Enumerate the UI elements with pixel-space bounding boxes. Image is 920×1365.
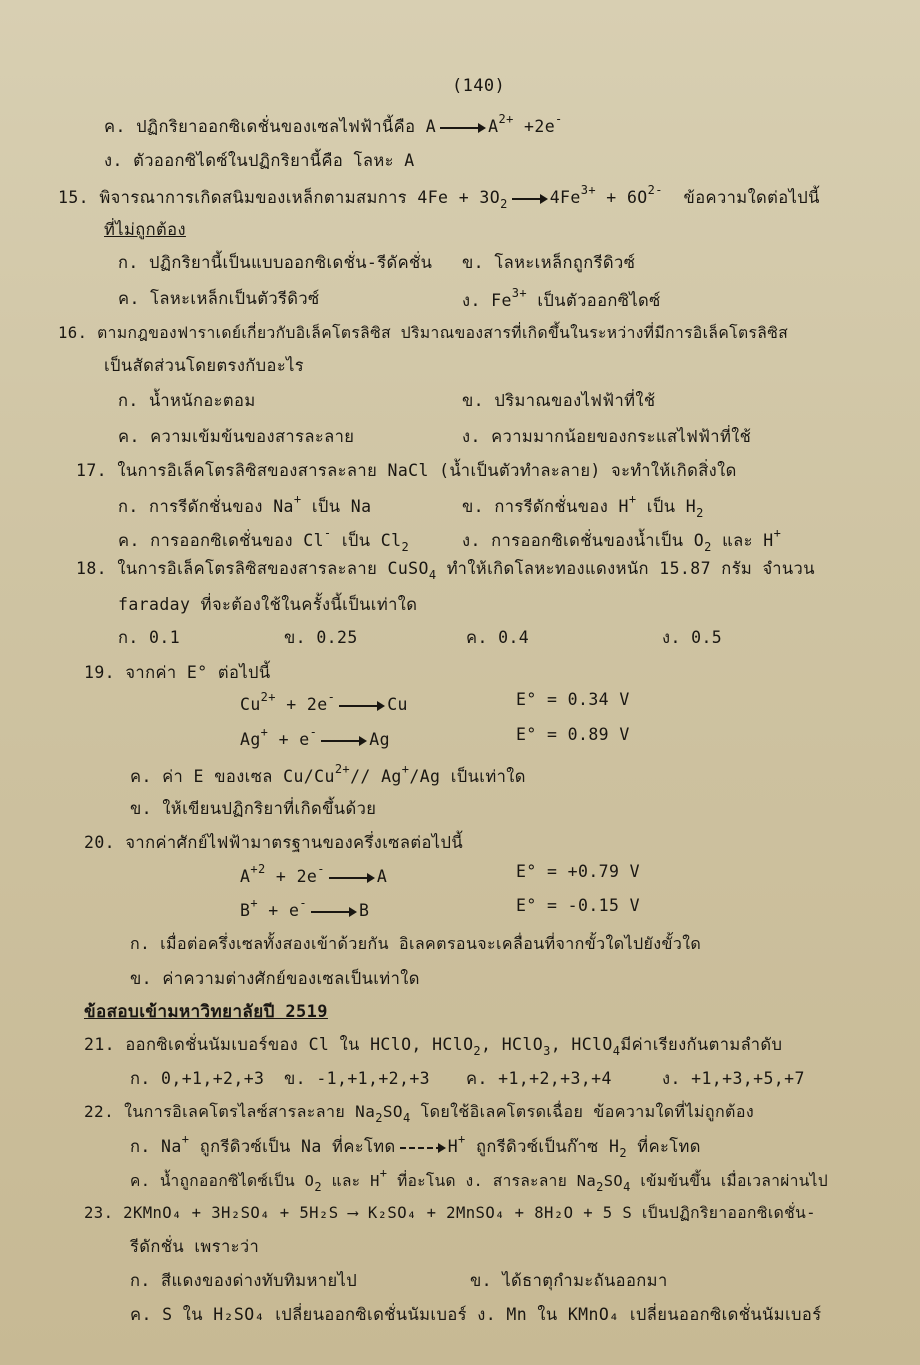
q15-choice-d (462, 286, 661, 314)
section-heading: ข้อสอบเข้ามหาวิทยาลัยปี 2519 (84, 1002, 328, 1022)
q19-eq1-charge: 2+ (260, 690, 276, 704)
q19a-sup2: + (401, 762, 410, 776)
q15-choice-b: ข. โลหะเหล็กถูกรีดิวซ์ (462, 253, 636, 272)
q20-eq1-product: A (376, 867, 388, 886)
q22a-mid: ถูกรีดิวซ์เป็น Na ที่คะโทด (189, 1137, 396, 1156)
q15-o2-sub: 2 (500, 197, 508, 211)
q14c-text: ค. ปฏิกริยาออกซิเดชั่นของเซลไฟฟ้านี้คือ A (104, 117, 437, 136)
q19-eq1 (240, 690, 408, 714)
q18-sub: 4 (428, 568, 437, 582)
q14-choice-c (104, 112, 563, 140)
q21-s2: 3 (543, 1044, 551, 1058)
q17d-sup: + (773, 526, 782, 540)
q17b-pre: ข. การรีดักชั่นของ H (462, 497, 629, 516)
q17a-post: เป็น Na (301, 497, 372, 516)
q15-product-2: + 6O (595, 188, 648, 207)
q15d-sup: 3+ (511, 286, 528, 300)
reaction-arrow-icon (311, 911, 355, 913)
q19-part-b: ข. ให้เขียนปฏิกริยาที่เกิดขึ้นด้วย (130, 799, 377, 818)
q23-choice-cd: ค. S ใน H₂SO₄ เปลี่ยนออกซิเดชั่นนัมเบอร์ ง. Mn ใน KMnO₄ เปลี่ยนออกซิเดชั่นนัมเบอร์ (130, 1305, 822, 1324)
q17b-sup: + (628, 492, 637, 506)
q19a-pre: ค. ค่า E ของเซล Cu/Cu (130, 767, 335, 786)
q23-stem-cont: รีดักชั่น เพราะว่า (130, 1237, 260, 1256)
q23-choice-a: ก. สีแดงของด่างทับทิมหายไป (130, 1271, 358, 1290)
q14c-charge: 2+ (498, 112, 514, 126)
q21-choice-a: ก. 0,+1,+2,+3 (130, 1069, 265, 1088)
q17-choice-b (462, 492, 704, 520)
q20-part-b: ข. ค่าความต่างศักย์ของเซลเป็นเท่าใด (130, 969, 420, 988)
q22b-tail: ที่คะโทด (626, 1137, 701, 1156)
q17c-sup: - (323, 526, 332, 540)
q21-stem (84, 1032, 782, 1058)
q20-eq2-electron: + e (257, 901, 300, 920)
q19-eq2-electron-charge: - (309, 725, 318, 739)
reaction-arrow-icon (440, 127, 484, 129)
q15d-pre: ง. Fe (462, 291, 512, 310)
q23-stem: 23. 2KMnO₄ + 3H₂SO₄ + 5H₂S ⟶ K₂SO₄ + 2MnSO₄ + 8H₂O + 5 S เป็นปฏิกริยาออกซิเดชั่น- (84, 1204, 816, 1222)
q22d-m2: SO (603, 1172, 624, 1190)
reaction-arrow-icon (329, 877, 373, 879)
q20-stem: 20. จากค่าศักย์ไฟฟ้ามาตรฐานของครึ่งเซลต่อไปนี้ (84, 833, 464, 852)
q22b-pre: H (447, 1137, 459, 1156)
q20-eq2-charge: + (250, 896, 258, 910)
q17-choice-c (118, 526, 409, 554)
q21-choice-d: ง. +1,+3,+5,+7 (662, 1069, 805, 1088)
q15-stem-a: 15. พิจารณาการเกิดสนิมของเหล็กตามสมการ 4Fe + 3O (58, 188, 501, 207)
q15d-post: เป็นตัวออกซิไดซ์ (527, 291, 661, 310)
q21-s3: 4 (612, 1044, 621, 1058)
q20-eq1-potential: E° = +0.79 V (516, 862, 641, 881)
q17d-sub: 2 (704, 540, 712, 554)
q16-choice-b: ข. ปริมาณของไฟฟ้าที่ใช้ (462, 391, 656, 410)
q19a-post: /Ag เป็นเท่าใด (409, 767, 526, 786)
q21-post: มีค่าเรียงกันตามลำดับ (620, 1035, 783, 1054)
q19-eq2-product: Ag (369, 730, 390, 749)
q19-eq1-potential: E° = 0.34 V (516, 690, 630, 709)
page-number: (140) (452, 76, 506, 96)
q21-pre: 21. ออกซิเดชั่นนัมเบอร์ของ Cl ใน HClO, HClO (84, 1035, 474, 1054)
q18-post: ทำให้เกิดโลหะทองแดงหนัก 15.87 กรัม จำนวน (436, 559, 815, 578)
q16-choice-c: ค. ความเข้มข้นของสารละลาย (118, 427, 355, 446)
q20-eq2-product: B (358, 901, 370, 920)
q17-choice-a (118, 492, 371, 520)
q17b-sub: 2 (696, 506, 704, 520)
q20-part-a: ก. เมื่อต่อครึ่งเซลทั้งสองเข้าด้วยกัน อิเลคตรอนจะเคลื่อนที่จากขั้วใดไปยังขั้วใด (130, 934, 702, 953)
q22-choice-ab (130, 1132, 701, 1160)
q21-choice-b: ข. -1,+1,+2,+3 (284, 1069, 431, 1088)
q19-eq2-charge: + (260, 725, 269, 739)
q18-choice-d: ง. 0.5 (662, 628, 723, 647)
q16-stem-cont: เป็นสัดส่วนโดยตรงกับอะไร (104, 356, 305, 375)
q19-eq2-potential: E° = 0.89 V (516, 725, 630, 744)
q19a-mid: // Ag (350, 767, 402, 786)
q17d-mid: และ H (711, 531, 774, 550)
q22d-tail: เข้มข้นขึ้น เมื่อเวลาผ่านไป (630, 1172, 828, 1190)
q17c-sub: 2 (401, 540, 410, 554)
q15-stem-b: ข้อความใดต่อไปนี้ (683, 188, 820, 207)
q17a-pre: ก. การรีดักชั่นของ Na (118, 497, 294, 516)
q19-part-a (130, 762, 526, 790)
q19-eq1-electron-charge: - (327, 690, 336, 704)
q15-stem (58, 183, 820, 211)
q16-choice-a: ก. น้ำหนักอะตอม (118, 391, 256, 410)
q22b-sub: 2 (619, 1146, 627, 1160)
q22c-mid: และ H (321, 1172, 380, 1190)
q14c-tail-sup: - (555, 112, 563, 126)
q19a-sup: 2+ (334, 762, 351, 776)
q22b-post: ถูกรีดิวซ์เป็นก๊าซ H (465, 1137, 620, 1156)
q22c-sup: + (379, 1166, 388, 1180)
q22-pre: 22. ในการอิเลคโตรไลซ์สารละลาย Na (84, 1102, 376, 1121)
q22b-sup: + (458, 1132, 466, 1146)
q16-stem: 16. ตามกฎของฟาราเดย์เกี่ยวกับอิเล็คโตรลิซิส ปริมาณของสารที่เกิดขึ้นในระหว่างที่มีการอิเล็คโตรลิซิส (58, 324, 789, 342)
q20-eq2-potential: E° = -0.15 V (516, 896, 641, 915)
q20-eq1-reactant: A (240, 867, 251, 886)
q17d-pre: ง. การออกซิเดชั่นของน้ำเป็น O (462, 531, 705, 550)
q19-eq2-electron: + e (268, 730, 310, 749)
q22-m1: SO (382, 1102, 403, 1121)
q22d-pre: ที่อะโนด ง. สารละลาย Na (387, 1172, 597, 1190)
q19-stem: 19. จากค่า E° ต่อไปนี้ (84, 663, 271, 682)
q22-stem (84, 1100, 754, 1125)
q17a-sup: + (293, 492, 302, 506)
q20-eq2-electron-charge: - (299, 896, 307, 910)
q14-choice-d: ง. ตัวออกซิไดซ์ในปฏิกริยานี้คือ โลหะ A (104, 151, 415, 170)
q18-stem-cont: faraday ที่จะต้องใช้ในครั้งนี้เป็นเท่าใด (118, 595, 418, 614)
q18-choice-c: ค. 0.4 (466, 628, 530, 647)
q20-eq1 (240, 862, 387, 886)
q21-m2: , HClO (550, 1035, 613, 1054)
q15-stem-cont: ที่ไม่ถูกต้อง (104, 220, 186, 239)
q23-choice-b: ข. ได้ธาตุกำมะถันออกมา (470, 1271, 668, 1290)
reaction-arrow-icon (321, 740, 365, 742)
q22-s1: 2 (375, 1111, 383, 1125)
q22c-s1: 2 (314, 1180, 322, 1194)
q15-product-2-charge: 2- (647, 183, 663, 197)
q18-stem (76, 556, 815, 582)
q20-eq1-electron: + 2e (265, 867, 318, 886)
q22a-sup: + (181, 1132, 190, 1146)
q17b-post: เป็น H (636, 497, 697, 516)
q19-eq1-reactant: Cu (240, 695, 261, 714)
q22c-pre: ค. น้ำถูกออกซิไดซ์เป็น O (130, 1172, 315, 1190)
q20-eq1-electron-charge: - (317, 862, 325, 876)
q22-choice-cd (130, 1166, 828, 1194)
q20-eq2-reactant: B (240, 901, 251, 920)
q22d-s2: 2 (596, 1180, 604, 1194)
q21-choice-c: ค. +1,+2,+3,+4 (466, 1069, 612, 1088)
q22a-pre: ก. Na (130, 1137, 182, 1156)
q17c-post: เป็น Cl (331, 531, 402, 550)
q21-s1: 2 (473, 1044, 482, 1058)
reaction-arrow-icon (512, 198, 546, 200)
q15-choice-c: ค. โลหะเหล็กเป็นตัวรีดิวซ์ (118, 289, 320, 308)
q17-stem: 17. ในการอิเล็คโตรลิซิสของสารละลาย NaCl (น้ำเป็นตัวทำละลาย) จะทำให้เกิดสิ่งใด (76, 461, 737, 480)
q18-choice-b: ข. 0.25 (284, 628, 358, 647)
q22-s2: 4 (402, 1111, 411, 1125)
q18-choice-a: ก. 0.1 (118, 628, 181, 647)
q18-pre: 18. ในการอิเล็คโตรลิซิสของสารละลาย CuSO (76, 559, 429, 578)
q19-eq2 (240, 725, 390, 749)
q14c-tail: +2e (513, 117, 556, 136)
q15-product: 4Fe (549, 188, 581, 207)
q22d-s3: 4 (623, 1180, 631, 1194)
reaction-arrow-icon (339, 705, 383, 707)
q20-eq1-charge: +2 (250, 862, 266, 876)
q19-eq2-reactant: Ag (240, 730, 261, 749)
q15-choice-a: ก. ปฏิกริยานี้เป็นแบบออกซิเดชั่น-รีดัคชั่น (118, 253, 433, 272)
q19-eq1-product: Cu (387, 695, 408, 714)
q21-m1: , HClO (481, 1035, 544, 1054)
dashed-arrow-icon (400, 1147, 444, 1149)
q22-post: โดยใช้อิเลคโตรดเฉื่อย ข้อความใดที่ไม่ถูกต้อง (410, 1102, 755, 1121)
q17c-pre: ค. การออกซิเดชั่นของ Cl (118, 531, 324, 550)
q16-choice-d: ง. ความมากน้อยของกระแสไฟฟ้าที่ใช้ (462, 427, 752, 446)
q17-choice-d (462, 526, 781, 554)
q20-eq2 (240, 896, 369, 920)
q19-eq1-electron: + 2e (275, 695, 328, 714)
q15-product-charge: 3+ (580, 183, 596, 197)
q14c-product: A (488, 117, 499, 136)
